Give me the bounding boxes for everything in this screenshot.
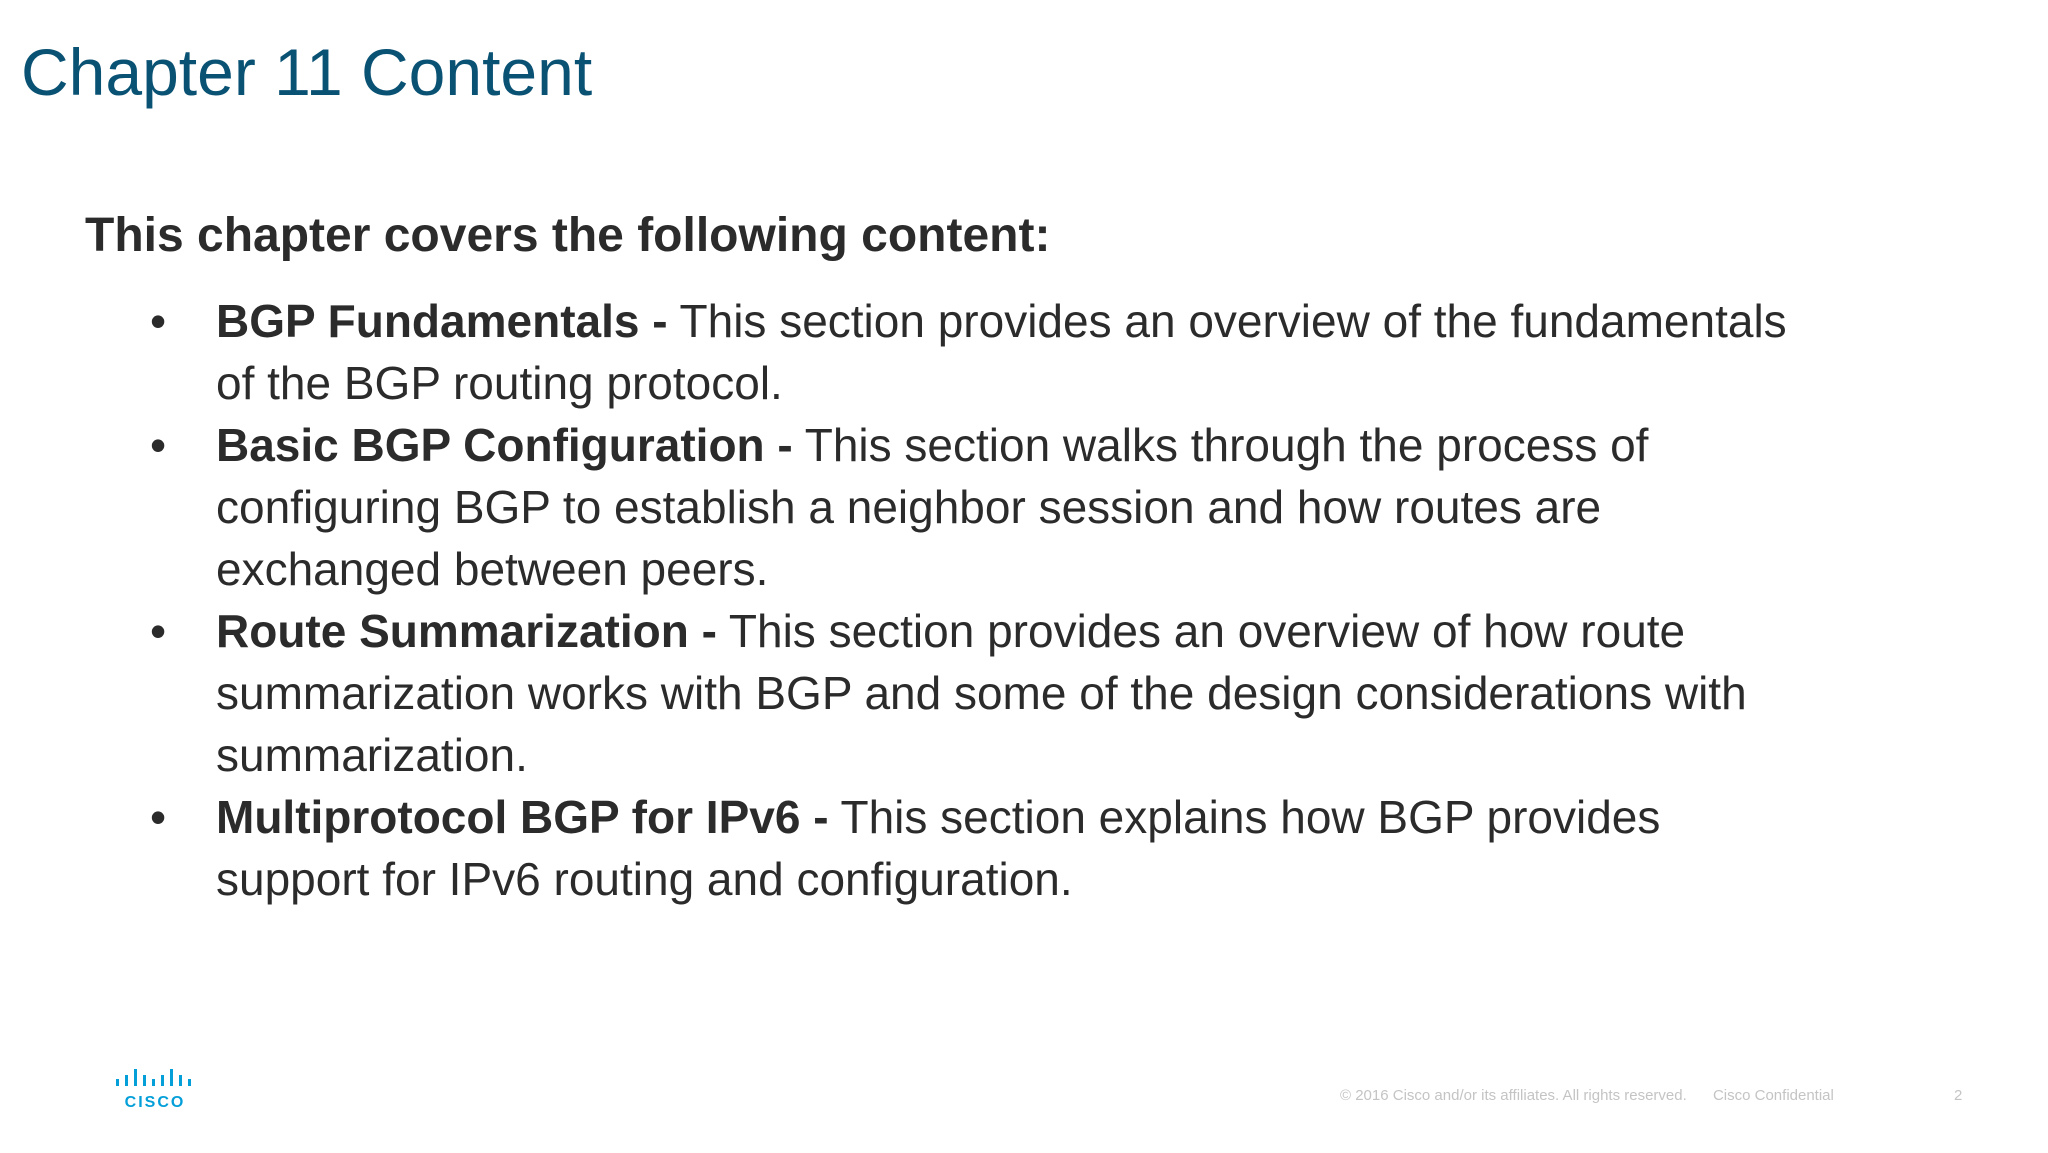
bullet-marker: • <box>150 605 167 657</box>
bullet-basic-bgp-configuration <box>150 414 1800 600</box>
cisco-logo-icon <box>114 1068 196 1110</box>
footer-copyright-line <box>1340 1087 1856 1104</box>
bullet-heading: Multiprotocol BGP for IPv6 - <box>216 791 829 843</box>
intro-heading: This chapter covers the following content: <box>85 209 1051 262</box>
bullet-heading: Basic BGP Configuration - <box>216 419 793 471</box>
cisco-logo-wordmark: CISCO <box>124 1094 186 1110</box>
cisco-logo-bars <box>116 1069 191 1086</box>
bullet-description: This section provides an overview of how route summarization works with BGP and some of the design considerations with summarization. <box>216 605 1747 781</box>
bullet-bgp-fundamentals <box>150 290 1800 414</box>
bullet-route-summarization <box>150 600 1800 786</box>
bullet-description: This section explains how BGP provides support for IPv6 routing and configuration. <box>216 791 1661 905</box>
bullet-description: This section provides an overview of the fundamentals of the BGP routing protocol. <box>216 295 1787 409</box>
footer-copyright: © 2016 Cisco and/or its affiliates. All rights reserved. <box>1340 1087 1687 1104</box>
bullet-marker: • <box>150 791 167 843</box>
slide-title: Chapter 11 Content <box>21 35 593 109</box>
content-bullet-list <box>150 290 1800 910</box>
bullet-marker: • <box>150 295 167 347</box>
bullet-description: This section walks through the process of configuring BGP to establish a neighbor session and how routes are exchanged between peers. <box>216 419 1649 595</box>
bullet-heading: BGP Fundamentals - <box>216 295 668 347</box>
bullet-heading: Route Summarization - <box>216 605 717 657</box>
bullet-marker: • <box>150 419 167 471</box>
bullet-multiprotocol-bgp-ipv6 <box>150 786 1800 910</box>
footer-confidential: Cisco Confidential <box>1712 1087 1834 1104</box>
page-number: 2 <box>1954 1087 1963 1104</box>
